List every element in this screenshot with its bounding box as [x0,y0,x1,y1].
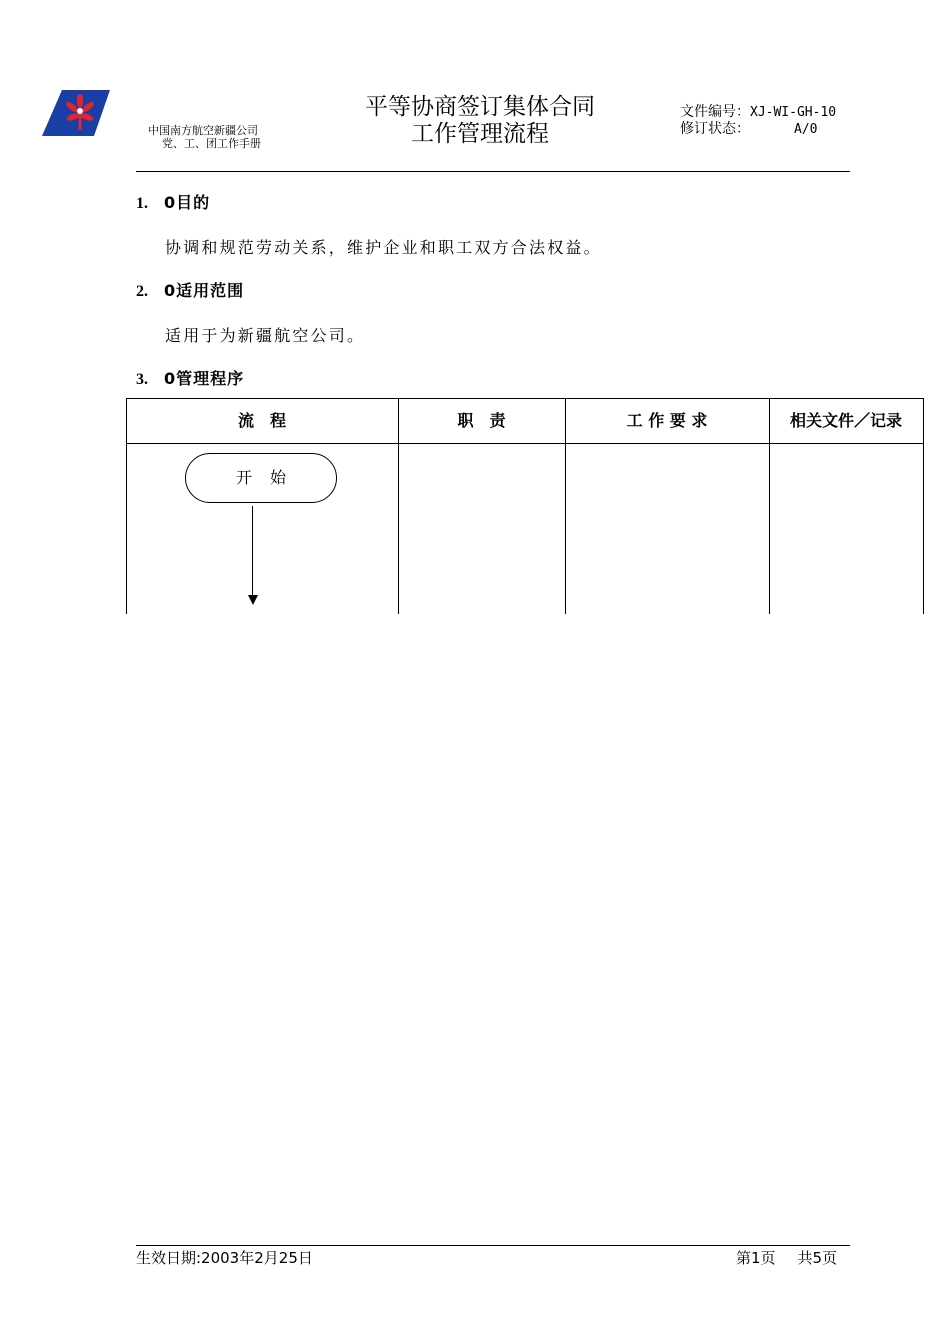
revision-value: A/0 [794,122,818,137]
table-right-border [923,398,924,614]
section-1-heading [136,190,210,213]
company-name [148,124,261,150]
flow-arrow-line [252,506,253,596]
page-indicator [736,1247,837,1268]
kapok-flower-logo-icon [42,88,110,138]
revision-label: 修订状态： [680,121,750,137]
section-3-title: 0管理程序 [164,369,245,388]
company-line-1: 中国南方航空新疆公司 [148,124,258,137]
company-logo [42,88,110,138]
arrow-down-icon [248,595,258,605]
page-total: 共5页 [797,1249,838,1267]
section-2-title: 0适用范围 [164,281,245,300]
header-responsibility: 职 责 [457,411,506,430]
document-title [300,94,660,148]
section-1-body: 协调和规范劳动关系，维护企业和职工双方合法权益。 [165,238,602,257]
header-divider [136,171,850,172]
header-work-requirements: 工 作 要 求 [626,411,708,430]
process-table [126,398,924,614]
document-info [680,104,836,138]
header-process: 流 程 [237,411,286,430]
title-line-2: 工作管理流程 [411,121,549,147]
section-1-number: 1. [136,195,148,212]
table-header-divider [126,443,924,444]
section-1-title: 0目的 [164,193,211,212]
page-current: 第1页 [736,1249,776,1267]
section-2-heading [136,278,244,301]
effective-date: 生效日期:2003年2月25日 [136,1249,313,1267]
doc-number-label: 文件编号： [680,104,750,120]
section-3-heading [136,366,244,389]
doc-number-value: XJ-WI-GH-10 [750,105,837,120]
section-3-number: 3. [136,371,148,388]
section-2-body: 适用于为新疆航空公司。 [165,326,366,345]
flow-start-node: 开始 [185,453,337,503]
header-related-documents: 相关文件／记录 [789,411,902,430]
footer-divider [136,1245,850,1246]
section-2-number: 2. [136,283,148,300]
title-line-1: 平等协商签订集体合同 [365,94,595,120]
company-line-2: 党、工、团工作手册 [162,137,261,150]
